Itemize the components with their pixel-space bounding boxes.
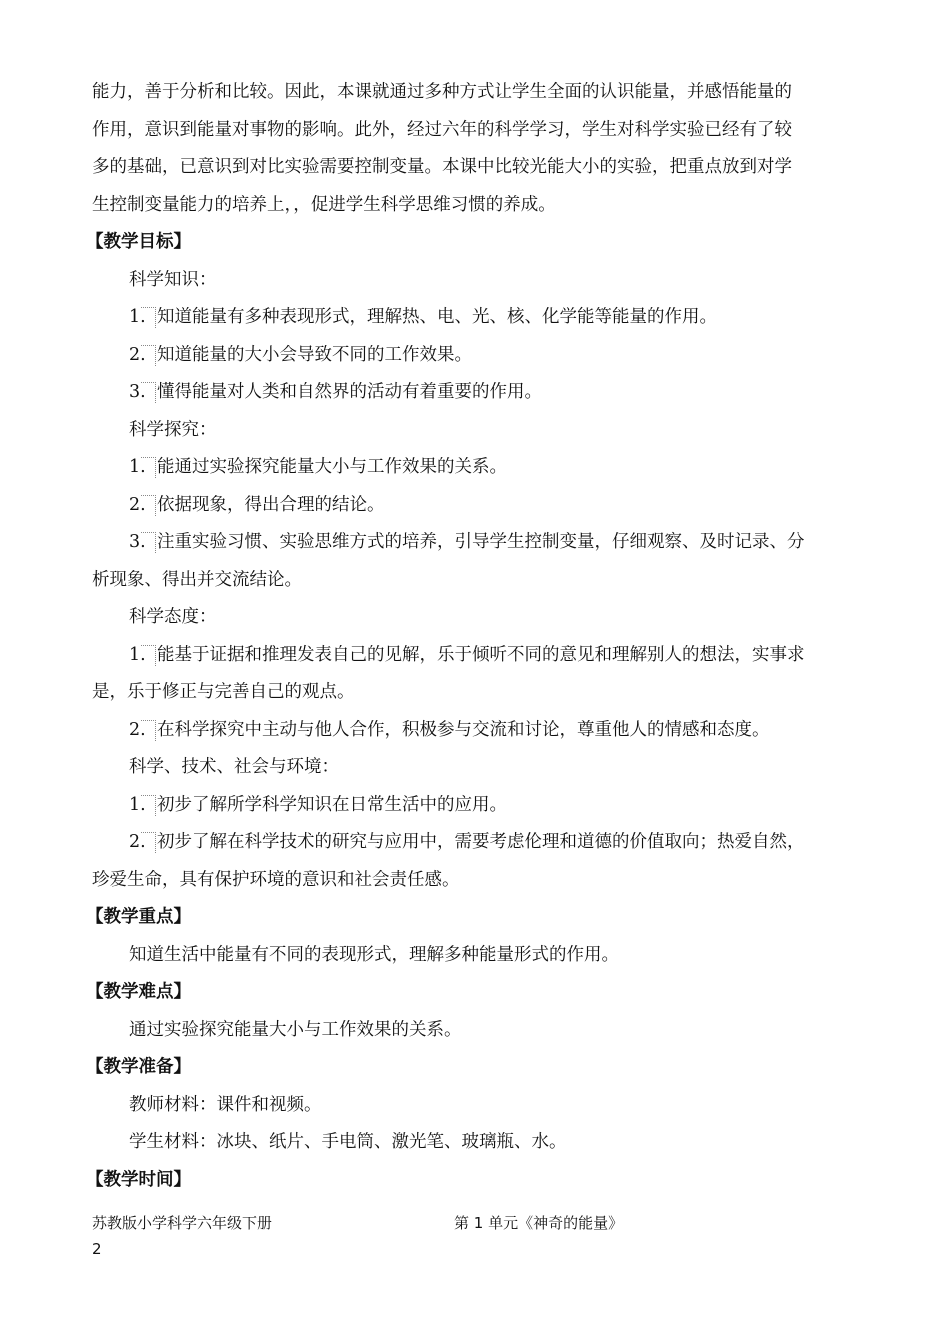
page-number: 2	[92, 1240, 102, 1258]
intro-line: 多的基础，已意识到对比实验需要控制变量。本课中比较光能大小的实验，把重点放到对学	[92, 157, 792, 177]
item-continuation: 珍爱生命，具有保护环境的意识和社会责任感。	[92, 869, 460, 890]
item-number: 2.	[129, 712, 157, 750]
list-item	[92, 337, 872, 375]
item-number: 3.	[129, 524, 157, 562]
item-text: 懂得能量对人类和自然界的活动有着重要的作用。	[157, 382, 542, 402]
item-text: 知道能量的大小会导致不同的工作效果。	[157, 344, 472, 365]
student-materials: 学生材料：冰块、纸片、手电筒、激光笔、玻璃瓶、水。	[129, 1132, 567, 1152]
list-item	[92, 787, 872, 825]
item-text: 在科学探究中主动与他人合作，积极参与交流和讨论，尊重他人的情感和态度。	[157, 719, 770, 740]
list-item	[92, 524, 872, 562]
subsection-title-inquiry: 科学探究：	[129, 419, 217, 440]
difficulties-text: 通过实验探究能量大小与工作效果的关系。	[129, 1019, 462, 1040]
item-text: 初步了解所学科学知识在日常生活中的应用。	[157, 794, 507, 815]
item-continuation: 析现象、得出并交流结论。	[92, 569, 302, 590]
item-number: 3.	[129, 374, 157, 412]
item-number: 1.	[129, 299, 157, 337]
subsection-title-knowledge: 科学知识：	[129, 269, 217, 290]
item-continuation: 是，乐于修正与完善自己的观点。	[92, 682, 355, 702]
list-item	[92, 374, 872, 412]
list-item	[92, 637, 872, 675]
key-points-text: 知道生活中能量有不同的表现形式，理解多种能量形式的作用。	[129, 944, 619, 965]
item-text: 能通过实验探究能量大小与工作效果的关系。	[157, 457, 507, 477]
item-number: 1.	[129, 449, 157, 487]
list-item	[92, 299, 872, 337]
item-text: 注重实验习惯、实验思维方式的培养，引导学生控制变量，仔细观察、及时记录、分	[157, 532, 805, 552]
list-item	[92, 712, 872, 750]
list-item	[92, 449, 872, 487]
item-number: 2.	[129, 337, 157, 375]
footer-unit-title: 第 1 单元《神奇的能量》	[454, 1214, 624, 1232]
item-text: 知道能量有多种表现形式，理解热、电、光、核、化学能等能量的作用。	[157, 307, 717, 327]
section-heading-key-points: 【教学重点】	[86, 907, 191, 927]
item-text: 依据现象，得出合理的结论。	[157, 494, 385, 515]
item-text: 初步了解在科学技术的研究与应用中，需要考虑伦理和道德的价值取向；热爱自然，	[157, 832, 805, 852]
subsection-title-sts: 科学、技术、社会与环境：	[129, 757, 339, 777]
subsection-title-attitude: 科学态度：	[129, 607, 217, 627]
list-item	[92, 824, 872, 862]
intro-line: 能力，善于分析和比较。因此，本课就通过多种方式让学生全面的认识能量，并感悟能量的	[92, 82, 792, 102]
intro-line: 生控制变量能力的培养上，，促进学生科学思维习惯的养成。	[92, 194, 556, 215]
item-number: 2.	[129, 487, 157, 525]
section-heading-time: 【教学时间】	[86, 1169, 191, 1190]
item-text: 能基于证据和推理发表自己的见解，乐于倾听不同的意见和理解别人的想法，实事求	[157, 644, 805, 665]
item-number: 1.	[129, 787, 157, 825]
section-heading-goals: 【教学目标】	[86, 232, 191, 252]
document-body	[86, 74, 872, 1199]
item-number: 2.	[129, 824, 157, 862]
item-number: 1.	[129, 637, 157, 675]
intro-line: 作用，意识到能量对事物的影响。此外，经过六年的科学学习，学生对科学实验已经有了较	[92, 119, 792, 140]
section-heading-difficulties: 【教学难点】	[86, 982, 191, 1002]
footer-book-title: 苏教版小学科学六年级下册	[92, 1214, 273, 1232]
teacher-materials: 教师材料：课件和视频。	[129, 1094, 322, 1115]
list-item	[92, 487, 872, 525]
section-heading-preparation: 【教学准备】	[86, 1057, 191, 1077]
